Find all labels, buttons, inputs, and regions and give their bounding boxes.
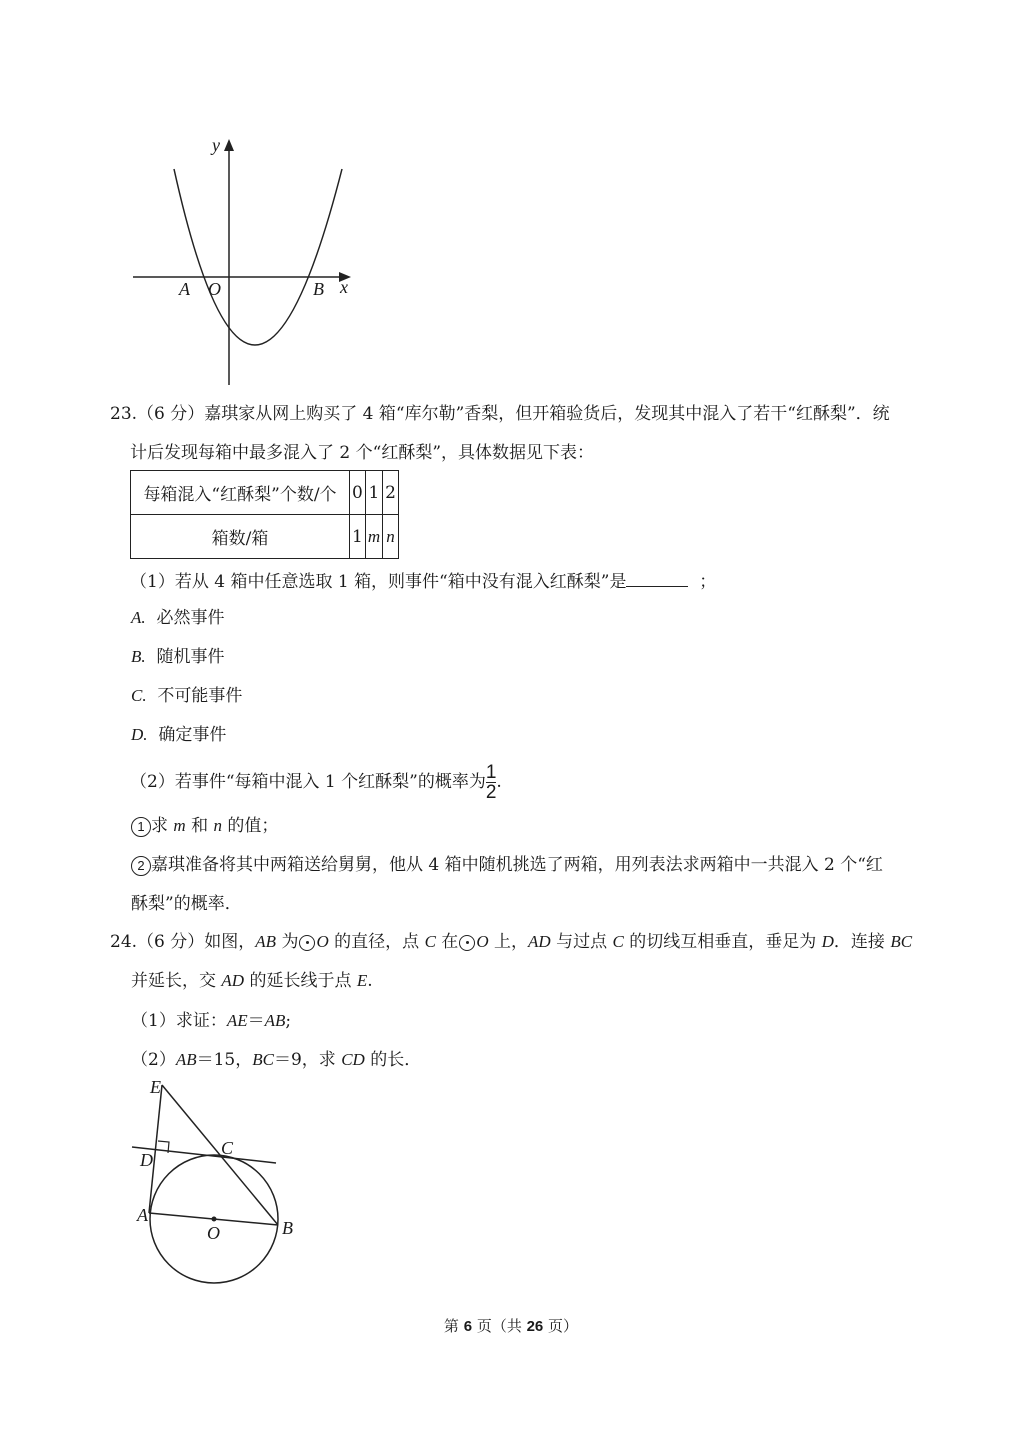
table-cell: 0 — [350, 471, 366, 515]
q24-text: 的长． — [364, 1050, 422, 1070]
circle-symbol-icon — [459, 935, 475, 951]
q23-part1-end: ； — [699, 572, 717, 592]
q24-var: O — [476, 932, 489, 951]
table-cell: 1 — [350, 515, 366, 559]
y-axis-label: y — [212, 135, 220, 155]
q23-part2-text: （2）若事件“每箱中混入 1 个红酥梨”的概率为 — [130, 772, 486, 792]
table-cell: 1 — [365, 471, 382, 515]
q23-sub2-line1 — [131, 854, 883, 876]
q23-part1-text: （1）若从 4 箱中任意选取 1 箱，则事件“箱中没有混入红酥梨”是 — [130, 572, 627, 592]
option-letter: A. — [131, 608, 146, 627]
q24-part1 — [131, 1010, 291, 1032]
table-row — [131, 471, 399, 515]
sub1-text: 和 — [185, 816, 214, 836]
segment-eb — [162, 1085, 278, 1225]
option-text: 必然事件 — [156, 608, 225, 628]
q24-text: 的切线互相垂直，垂足为 — [623, 932, 822, 952]
q23-line2: 计后发现每箱中最多混入了 2 个“红酥梨”，具体数据见下表： — [130, 443, 595, 463]
q24-text: ．连接 — [833, 932, 891, 952]
q24-text: （1）求证： — [131, 1011, 227, 1031]
option-a — [131, 607, 224, 629]
q24-text: 在 — [435, 932, 459, 952]
table-cell: 2 — [383, 471, 399, 515]
q24-text: （2） — [131, 1050, 176, 1070]
point-b-label: B — [313, 279, 324, 299]
page-footer — [0, 1315, 1022, 1336]
q24-line1 — [110, 931, 912, 953]
footer-text: 页（共 — [472, 1317, 527, 1335]
parabola-curve — [174, 169, 342, 345]
var-n: n — [213, 816, 222, 835]
q24-text: . — [367, 971, 373, 991]
q24-text: 与过点 — [550, 932, 613, 952]
q24-var: CD — [341, 1050, 365, 1069]
q24-var: BC — [252, 1050, 274, 1069]
sub1-text: 求 — [151, 816, 174, 836]
point-b-label: B — [282, 1218, 293, 1238]
circled-number-1: 1 — [131, 817, 151, 837]
q24-var: AB — [175, 1050, 197, 1069]
option-d — [131, 724, 226, 746]
q24-var: BC — [890, 932, 913, 951]
q24-text: ＝15， — [196, 1050, 253, 1070]
fraction-one-half — [486, 763, 497, 802]
point-e-label: E — [150, 1077, 161, 1097]
q24-text: ＝9，求 — [273, 1050, 342, 1070]
q24-var: AD — [528, 932, 551, 951]
sub2-text: 嘉琪准备将其中两箱送给舅舅，他从 4 箱中随机挑选了两箱，用列表法求两箱中一共混入 2 个“红 — [151, 855, 883, 875]
q24-var: C — [424, 932, 436, 951]
q24-var: AB — [255, 932, 277, 951]
q23-part1 — [130, 568, 716, 593]
footer-text: 第 — [443, 1317, 464, 1335]
q23-part2-end: . — [496, 772, 502, 792]
table-header-count: 每箱混入“红酥梨”个数/个 — [131, 471, 350, 515]
page-number: 6 — [463, 1318, 473, 1335]
q23-data-table — [130, 470, 399, 559]
option-letter: D. — [131, 725, 148, 744]
point-d-label: D — [140, 1150, 153, 1170]
option-text: 不可能事件 — [157, 686, 243, 706]
option-text: 确定事件 — [158, 725, 227, 745]
q24-text: （6 分）如图， — [137, 932, 256, 952]
q24-text: 上， — [488, 932, 528, 952]
table-cell-n: n — [383, 515, 399, 559]
q24-var: C — [612, 932, 624, 951]
q23-sub1 — [131, 815, 278, 837]
q24-text: 的直径，点 — [328, 932, 425, 952]
point-a-label: A — [179, 279, 190, 299]
q24-var: O — [316, 932, 329, 951]
q24-var: D — [821, 932, 834, 951]
y-axis-arrow — [224, 139, 234, 151]
q24-part2 — [131, 1049, 421, 1071]
var-m: m — [173, 816, 186, 835]
q23-sub2-line2: 酥梨”的概率． — [131, 894, 242, 914]
sub1-text: 的值； — [222, 816, 279, 836]
parabola-figure — [125, 135, 365, 390]
q24-var: AD — [221, 971, 245, 990]
table-cell-m: m — [365, 515, 382, 559]
circle-geometry-figure — [125, 1075, 305, 1290]
q23-number: 23. — [110, 404, 138, 424]
footer-text: 页） — [543, 1317, 579, 1335]
q24-text: 为 — [276, 932, 299, 952]
point-c-label: C — [221, 1138, 234, 1158]
option-letter: B. — [131, 647, 146, 666]
option-text: 随机事件 — [156, 647, 225, 667]
table-header-boxes: 箱数/箱 — [131, 515, 350, 559]
table-row — [131, 515, 399, 559]
q24-number: 24. — [110, 932, 138, 952]
circled-number-2: 2 — [131, 856, 151, 876]
option-letter: C. — [131, 686, 147, 705]
point-a-label: A — [137, 1205, 148, 1225]
q24-line2 — [131, 970, 373, 992]
fraction-denominator: 2 — [485, 782, 497, 803]
point-o-label: O — [207, 1223, 220, 1243]
q23-line1 — [110, 403, 890, 425]
point-o-label: O — [208, 279, 221, 299]
answer-blank — [626, 568, 688, 587]
q24-text: 并延长，交 — [131, 971, 222, 991]
option-b — [131, 646, 224, 668]
q24-var: E — [356, 971, 368, 990]
q24-var: AB — [264, 1011, 286, 1030]
q24-text: ＝ — [247, 1011, 265, 1031]
x-axis-label: x — [340, 277, 348, 297]
q24-var: AE — [226, 1011, 248, 1030]
option-c — [131, 685, 242, 707]
q24-text: ; — [285, 1011, 292, 1031]
fraction-numerator: 1 — [485, 762, 497, 783]
total-pages: 26 — [526, 1318, 544, 1335]
q23-text-line1: （6 分）嘉琪家从网上购买了 4 箱“库尔勒”香梨，但开箱验货后，发现其中混入了若干“红酥梨”．统 — [137, 404, 890, 424]
center-dot — [212, 1217, 217, 1222]
q24-text: 的延长线于点 — [244, 971, 357, 991]
circle-symbol-icon — [299, 935, 315, 951]
q23-part2 — [130, 760, 502, 804]
